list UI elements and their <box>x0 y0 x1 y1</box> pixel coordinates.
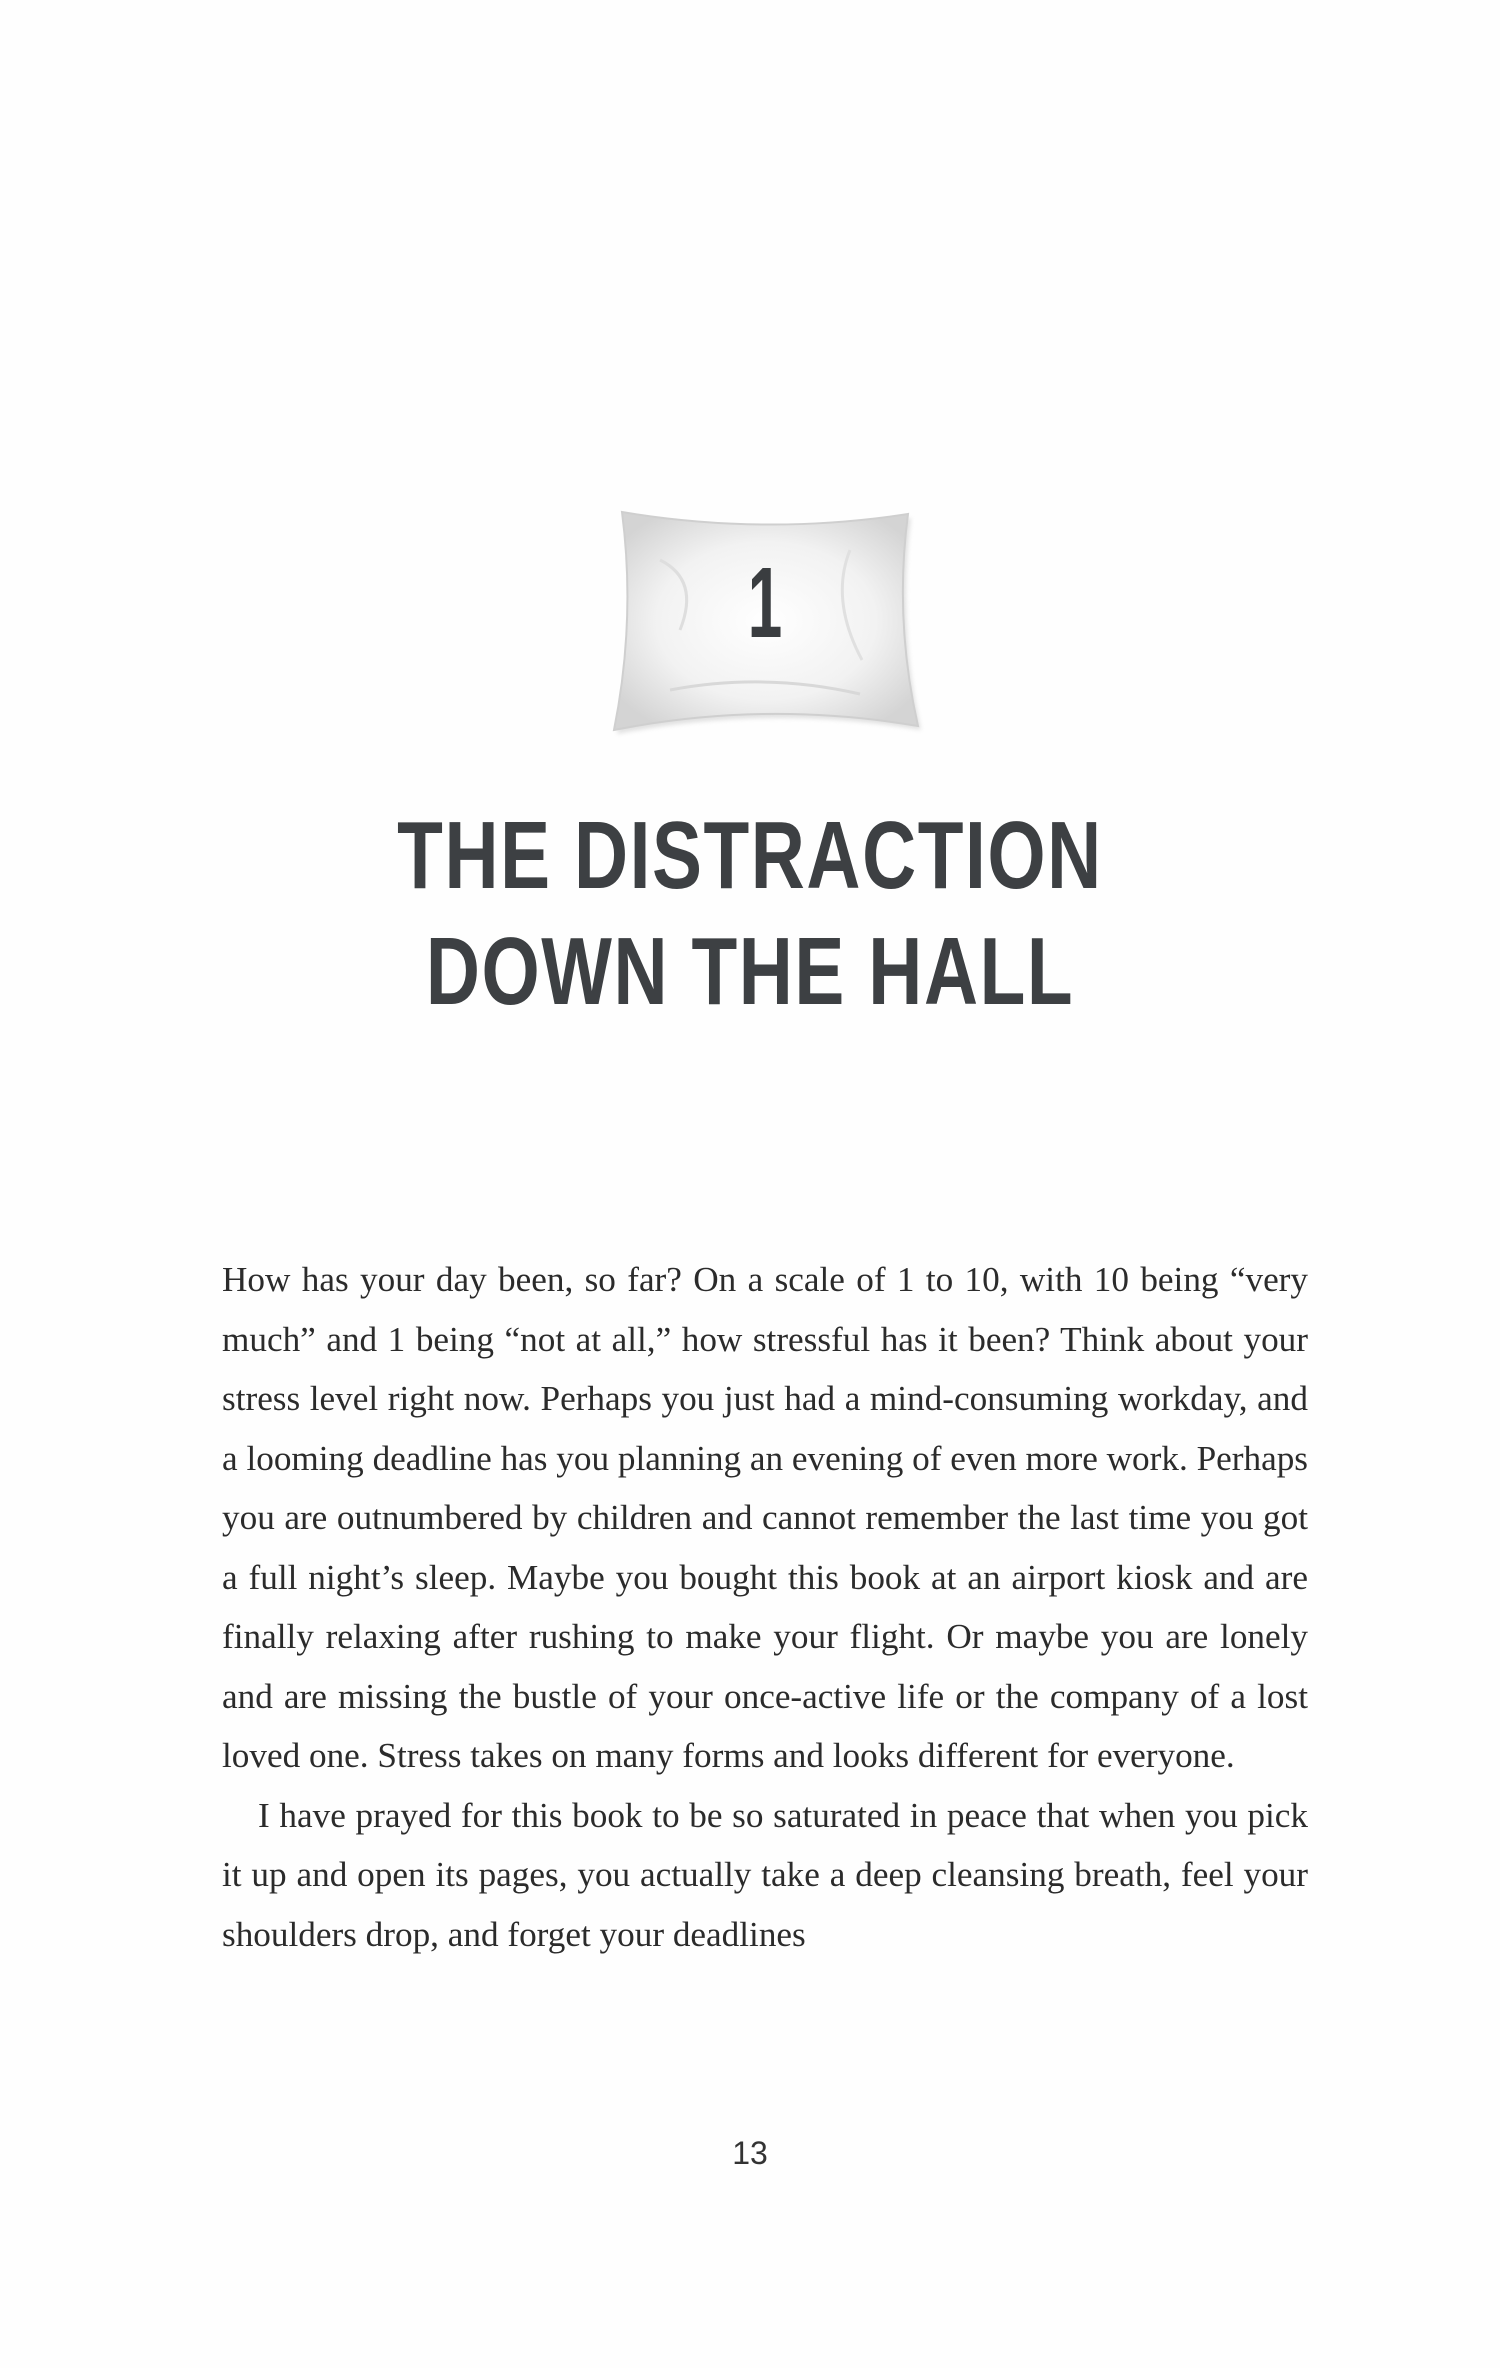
chapter-title-line-1: THE DISTRACTION <box>397 802 1103 909</box>
chapter-number: 1 <box>747 547 783 659</box>
paragraph-1: How has your day been, so far? On a scale of 1 to 10, with 10 being “very much” and 1 being “not at all,” how stressful has it been? Think about your stress level right now. Perhaps you just had a mind-consuming workday, and a looming deadline has you planning an evening of even more work. Perhaps you are outnumbered by children and cannot remember the last time you got a full night’s sleep. Maybe you bought this book at an airport kiosk and are finally relaxing after rushing to make your flight. Or maybe you are lonely and are missing the bustle of your once-active life or the company of a lost loved one. Stress takes on many forms and looks different for everyone. <box>222 1260 1308 1775</box>
page-number: 13 <box>732 2135 768 2171</box>
chapter-title <box>0 798 1500 1030</box>
paragraph-2: I have prayed for this book to be so saturated in peace that when you pick it up and open its pages, you actually take a deep cleansing breath, feel your shoulders drop, and forget your deadlines <box>222 1795 1308 1954</box>
body-text <box>222 1250 1308 1964</box>
chapter-ornament <box>600 500 930 740</box>
chapter-title-line-2: DOWN THE HALL <box>425 918 1075 1025</box>
